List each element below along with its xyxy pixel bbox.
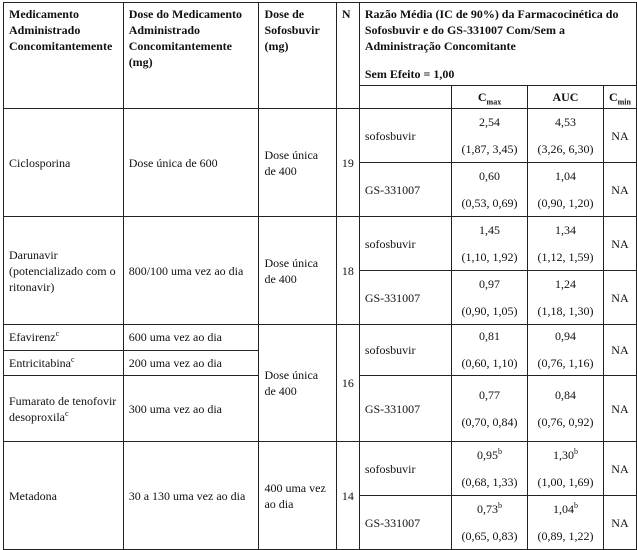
cmax-ratio: 0,60 — [479, 168, 501, 183]
auc-value — [533, 222, 598, 239]
cmax-cell — [452, 109, 528, 163]
cmin-cell: NA — [603, 442, 636, 496]
header-no-effect-note: Sem Efeito = 1,00 — [364, 67, 455, 81]
auc-cell — [528, 217, 604, 271]
n-cell: 19 — [336, 109, 359, 217]
auc-value — [533, 168, 598, 185]
cmax-ratio: 0,73 — [477, 501, 499, 516]
footnote-marker: b — [573, 500, 578, 510]
auc-ratio: 1,24 — [554, 276, 576, 291]
sofosbuvir-dose-cell: Dose única de 400 — [259, 217, 336, 325]
analyte-cell: sofosbuvir — [359, 325, 451, 376]
auc-ci: (1,18, 1,30) — [537, 303, 594, 318]
cmax-cell — [452, 325, 528, 376]
cmin-cell: NA — [603, 271, 636, 325]
drug-interaction-table — [3, 2, 637, 550]
cmax-cell — [452, 271, 528, 325]
auc-ratio: 1,04 — [554, 168, 576, 183]
auc-ratio: 1,34 — [554, 222, 576, 237]
n-cell: 16 — [336, 325, 359, 442]
analyte-cell: GS-331007 — [359, 271, 451, 325]
cmax-value — [457, 328, 522, 345]
auc-cell — [528, 325, 604, 376]
cmax-ratio: 0,97 — [479, 276, 501, 291]
footnote-marker: c — [55, 329, 60, 339]
auc-cell — [528, 109, 604, 163]
table-row — [4, 217, 637, 271]
cmax-value — [457, 114, 522, 131]
auc-cell — [528, 496, 604, 550]
auc-cell — [528, 442, 604, 496]
header-auc: AUC — [528, 86, 604, 109]
analyte-cell: GS-331007 — [359, 496, 451, 550]
cmax-ci: (0,65, 0,83) — [461, 528, 518, 543]
table-row — [4, 109, 637, 163]
auc-ratio: 1,04 — [552, 501, 574, 516]
auc-cell — [528, 163, 604, 217]
header-pk-ratio — [359, 3, 636, 86]
cmax-ci: (0,90, 1,05) — [461, 303, 518, 318]
drug-name: Entricitabina — [9, 355, 71, 370]
header-blank — [359, 86, 451, 109]
analyte-cell: sofosbuvir — [359, 109, 451, 163]
coadministered-dose-cell: Dose única de 600 — [123, 109, 259, 217]
table-row — [4, 442, 637, 496]
sofosbuvir-dose-cell: Dose única de 400 — [259, 109, 336, 217]
analyte-cell: sofosbuvir — [359, 442, 451, 496]
cmax-ratio: 1,45 — [479, 222, 501, 237]
coadministered-dose-cell: 30 a 130 uma vez ao dia — [123, 442, 259, 550]
auc-ci: (1,00, 1,69) — [537, 474, 594, 489]
cmin-cell: NA — [603, 325, 636, 376]
table-body — [4, 109, 637, 550]
header-cmin: $C_{min}$ — [603, 86, 636, 109]
header-coadministered-drug: Medicamento Administrado Concomitantemente — [4, 3, 124, 109]
cmax-value — [457, 501, 522, 518]
interaction-table-container — [3, 2, 637, 550]
auc-ci: (0,76, 1,16) — [537, 356, 594, 370]
table-row — [4, 325, 637, 351]
auc-ratio: 4,53 — [554, 114, 576, 129]
auc-ratio: 0,94 — [554, 329, 576, 343]
auc-value — [533, 114, 598, 131]
auc-cell — [528, 376, 604, 442]
cmin-cell: NA — [603, 109, 636, 163]
auc-ci: (3,26, 6,30) — [537, 141, 594, 156]
cmax-ratio: 0,77 — [479, 387, 501, 402]
header-row-top — [4, 3, 637, 86]
cmax-ratio: 0,95 — [477, 447, 499, 462]
auc-value — [533, 387, 598, 404]
cmax-cell — [452, 163, 528, 217]
auc-ratio: 1,30 — [552, 447, 574, 462]
cmax-value — [457, 222, 522, 239]
coadministered-dose-cell: 300 uma vez ao dia — [123, 376, 259, 442]
auc-ci: (1,12, 1,59) — [537, 249, 594, 264]
n-cell: 18 — [336, 217, 359, 325]
cmax-value — [457, 168, 522, 185]
drug-name: Fumarato de tenofovir desoproxila — [9, 393, 117, 424]
cmax-cell — [452, 376, 528, 442]
cmax-ratio: 0,81 — [479, 329, 501, 343]
auc-ratio: 0,84 — [554, 387, 576, 402]
cmax-value — [457, 276, 522, 293]
cmax-ci: (0,68, 1,33) — [461, 474, 518, 489]
auc-cell — [528, 271, 604, 325]
cmax-ci: (1,10, 1,92) — [461, 249, 518, 264]
coadministered-drug-cell: Darunavir (potencializado com o ritonavir) — [4, 217, 124, 325]
cmin-cell: NA — [603, 217, 636, 271]
auc-value — [533, 447, 598, 464]
coadministered-dose-cell: 200 uma vez ao dia — [123, 350, 259, 376]
cmin-cell: NA — [603, 496, 636, 550]
footnote-marker: b — [498, 446, 503, 456]
coadministered-drug-cell — [4, 376, 124, 442]
footnote-marker: c — [65, 408, 69, 418]
auc-ci: (0,76, 0,92) — [537, 414, 594, 429]
cmax-ci: (0,60, 1,10) — [461, 356, 518, 370]
auc-ci: (0,90, 1,20) — [537, 195, 594, 210]
auc-value — [533, 501, 598, 518]
cmax-cell — [452, 442, 528, 496]
coadministered-dose-cell: 800/100 uma vez ao dia — [123, 217, 259, 325]
header-sofosbuvir-dose: Dose de Sofosbuvir (mg) — [259, 3, 336, 109]
cmax-ci: (0,53, 0,69) — [461, 195, 518, 210]
cmax-ci: (1,87, 3,45) — [461, 141, 518, 156]
sofosbuvir-dose-cell: 400 uma vez ao dia — [259, 442, 336, 550]
header-pk-ratio-title: Razão Média (IC de 90%) da Farmacocinética do Sofosbuvir e do GS-331007 Com/Sem a Administração Concomitante — [364, 7, 619, 53]
coadministered-drug-cell: Ciclosporina — [4, 109, 124, 217]
auc-value — [533, 328, 598, 345]
coadministered-drug-cell — [4, 350, 124, 376]
auc-value — [533, 276, 598, 293]
cmin-cell: NA — [603, 163, 636, 217]
header-cmax: $C_{max}$ — [452, 86, 528, 109]
analyte-cell: GS-331007 — [359, 163, 451, 217]
coadministered-drug-cell: Metadona — [4, 442, 124, 550]
footnote-marker: b — [498, 500, 503, 510]
cmax-cell — [452, 217, 528, 271]
drug-name: Efavirenz — [9, 330, 56, 345]
n-cell: 14 — [336, 442, 359, 550]
header-coadministered-dose: Dose do Medicamento Administrado Concomitantemente (mg) — [123, 3, 259, 109]
cmin-cell: NA — [603, 376, 636, 442]
coadministered-drug-cell — [4, 325, 124, 351]
cmax-ci: (0,70, 0,84) — [461, 414, 518, 429]
cmax-ratio: 2,54 — [479, 114, 501, 129]
sofosbuvir-dose-cell: Dose única de 400 — [259, 325, 336, 442]
footnote-marker: b — [573, 446, 578, 456]
cmax-value — [457, 447, 522, 464]
footnote-marker: c — [70, 354, 75, 364]
header-n: N — [336, 3, 359, 109]
analyte-cell: sofosbuvir — [359, 217, 451, 271]
coadministered-dose-cell: 600 uma vez ao dia — [123, 325, 259, 351]
analyte-cell: GS-331007 — [359, 376, 451, 442]
auc-ci: (0,89, 1,22) — [537, 528, 594, 543]
cmax-value — [457, 387, 522, 404]
cmax-cell — [452, 496, 528, 550]
